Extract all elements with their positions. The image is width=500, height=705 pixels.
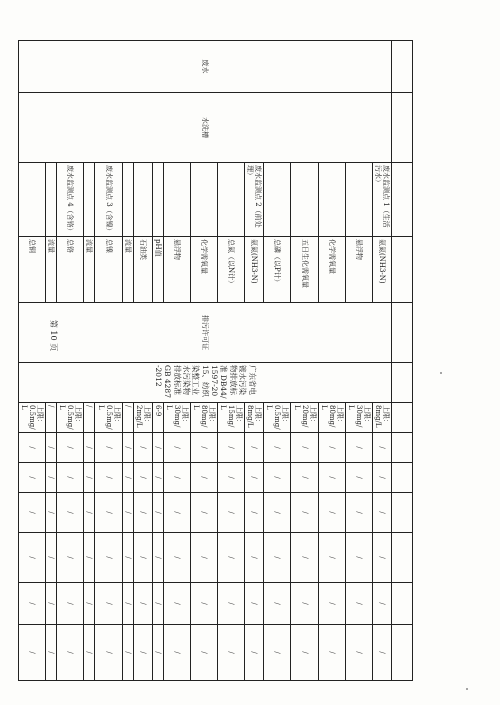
limit-cell: 上限：2mg/L <box>133 403 152 433</box>
slash-cell: / <box>190 463 217 493</box>
slash-cell: / <box>264 625 291 681</box>
table-row <box>372 41 391 681</box>
slash-cell: / <box>264 463 291 493</box>
slash-cell: / <box>318 583 345 625</box>
slash-cell: / <box>291 625 318 681</box>
slash-cell: / <box>57 493 84 533</box>
limit-cell: 上限：8mg/L <box>372 403 391 433</box>
pollutant-cell: 总铜 <box>19 237 46 303</box>
header-cell <box>392 463 413 493</box>
slash-cell: / <box>245 625 264 681</box>
pollutant-cell: 总磷（以P计） <box>264 237 291 303</box>
slash-cell: / <box>133 463 152 493</box>
pollutant-cell: 五日生化需氧量 <box>291 237 318 303</box>
monitoring-point-cell <box>133 163 152 237</box>
slash-cell: / <box>190 533 217 583</box>
slash-cell: / <box>46 533 57 583</box>
limit-cell: 上限：80mg/L <box>318 403 345 433</box>
slash-cell: / <box>84 583 95 625</box>
page-number: 第 10 页 <box>49 319 59 352</box>
slash-cell: / <box>218 433 245 463</box>
slash-cell: / <box>19 625 46 681</box>
pollutant-cell: 悬浮物 <box>345 237 372 303</box>
slash-cell: / <box>19 433 46 463</box>
slash-cell: / <box>46 583 57 625</box>
header-cell <box>392 583 413 625</box>
slash-cell: / <box>95 625 122 681</box>
slash-cell: / <box>190 583 217 625</box>
slash-cell: / <box>318 463 345 493</box>
slash-cell: / <box>218 583 245 625</box>
slash-cell: / <box>345 625 372 681</box>
slash-cell: / <box>264 493 291 533</box>
header-cell <box>392 93 413 163</box>
slash-cell: / <box>152 533 163 583</box>
monitoring-point-cell <box>122 163 133 237</box>
slash-cell: / <box>19 463 46 493</box>
header-cell <box>392 163 413 237</box>
slash-cell: / <box>84 533 95 583</box>
monitoring-point-cell <box>46 163 57 237</box>
slash-cell: / <box>372 493 391 533</box>
slash-cell: / <box>122 493 133 533</box>
slash-cell: / <box>19 493 46 533</box>
slash-cell: / <box>291 533 318 583</box>
slash-cell: / <box>84 463 95 493</box>
slash-cell: / <box>95 583 122 625</box>
slash-cell: / <box>190 433 217 463</box>
slash-cell: / <box>291 583 318 625</box>
pollutant-cell: 总铬 <box>57 237 84 303</box>
header-cell <box>392 403 413 433</box>
limit-cell: 上限：0.5mg/L <box>57 403 84 433</box>
slash-cell: / <box>46 433 57 463</box>
limit-cell: 上限：30mg/L <box>163 403 190 433</box>
slash-cell: / <box>152 493 163 533</box>
slash-cell: / <box>345 533 372 583</box>
slash-cell: / <box>57 583 84 625</box>
monitoring-point-cell: 废水监测点 4（含铬） <box>57 163 84 237</box>
monitoring-point-cell <box>345 163 372 237</box>
monitoring-point-cell: 废水监测点 3（含镍） <box>95 163 122 237</box>
slash-cell: / <box>318 493 345 533</box>
pollutant-cell: 氨氮(NH3-N) <box>372 237 391 303</box>
slash-cell: / <box>133 493 152 533</box>
pollutant-cell: pH值 <box>152 237 163 303</box>
monitoring-point-cell <box>318 163 345 237</box>
limit-cell: 上限：0.5mg/L <box>19 403 46 433</box>
slash-cell: / <box>218 463 245 493</box>
scan-speck <box>440 372 442 374</box>
header-row <box>392 41 413 681</box>
monitoring-point-cell <box>84 163 95 237</box>
limit-cell: 上限：15mg/L <box>218 403 245 433</box>
header-cell <box>392 237 413 303</box>
slash-cell: / <box>345 583 372 625</box>
limit-cell: 上限：8mg/L <box>245 403 264 433</box>
slash-cell: / <box>133 533 152 583</box>
slash-cell: / <box>345 493 372 533</box>
slash-cell: / <box>163 463 190 493</box>
slash-cell: / <box>122 433 133 463</box>
slash-cell: / <box>190 625 217 681</box>
permit-label-cell: 排污许可证 <box>19 303 392 363</box>
slash-cell: / <box>291 433 318 463</box>
slash-cell: / <box>152 433 163 463</box>
slash-cell: / <box>218 533 245 583</box>
slash-cell: / <box>372 583 391 625</box>
limit-cell: / <box>46 403 57 433</box>
slash-cell: / <box>57 463 84 493</box>
pollutant-cell: 化学需氧量 <box>190 237 217 303</box>
slash-cell: / <box>264 583 291 625</box>
slash-cell: / <box>152 583 163 625</box>
scan-speck <box>466 688 468 690</box>
slash-cell: / <box>163 533 190 583</box>
header-cell <box>392 303 413 363</box>
slash-cell: / <box>95 493 122 533</box>
slash-cell: / <box>122 625 133 681</box>
slash-cell: / <box>19 533 46 583</box>
slash-cell: / <box>46 463 57 493</box>
slash-cell: / <box>218 625 245 681</box>
monitoring-point-cell <box>264 163 291 237</box>
slash-cell: / <box>133 433 152 463</box>
slash-cell: / <box>245 433 264 463</box>
slash-cell: / <box>264 533 291 583</box>
slash-cell: / <box>318 625 345 681</box>
limit-cell: 上限：0.5mg/L <box>264 403 291 433</box>
slash-cell: / <box>133 583 152 625</box>
pollutant-cell: 石油类 <box>133 237 152 303</box>
slash-cell: / <box>122 463 133 493</box>
header-cell <box>392 41 413 93</box>
slash-cell: / <box>95 463 122 493</box>
slash-cell: / <box>345 433 372 463</box>
slash-cell: / <box>84 625 95 681</box>
slash-cell: / <box>133 625 152 681</box>
monitoring-point-cell: 废水监测点 1（生活污水） <box>372 163 391 237</box>
slash-cell: / <box>372 463 391 493</box>
header-cell <box>392 625 413 681</box>
limit-cell: 6-9 <box>152 403 163 433</box>
limit-cell: 上限：80mg/L <box>190 403 217 433</box>
emission-limit-table <box>18 40 413 681</box>
pollutant-cell: 化学需氧量 <box>318 237 345 303</box>
slash-cell: / <box>84 493 95 533</box>
slash-cell: / <box>318 433 345 463</box>
monitoring-point-cell <box>163 163 190 237</box>
header-cell <box>392 363 413 403</box>
limit-cell: / <box>122 403 133 433</box>
slash-cell: / <box>190 493 217 533</box>
slash-cell: / <box>46 493 57 533</box>
slash-cell: / <box>57 625 84 681</box>
limit-cell: 上限：0.5mg/L <box>95 403 122 433</box>
pollutant-cell: 氨氮(NH3-N) <box>245 237 264 303</box>
monitoring-point-cell <box>190 163 217 237</box>
pollutant-cell: 流量 <box>46 237 57 303</box>
standard-cell: 广东省电镀水污染物排放标准 DB44/1597-2015、纺织染整工业水污染物排放标准 GB 4287-2012 <box>19 363 392 403</box>
slash-cell: / <box>19 583 46 625</box>
slash-cell: / <box>163 625 190 681</box>
slash-cell: / <box>122 533 133 583</box>
slash-cell: / <box>264 433 291 463</box>
outlet-cell: 水洗槽 <box>19 93 392 163</box>
slash-cell: / <box>163 583 190 625</box>
header-cell <box>392 433 413 463</box>
slash-cell: / <box>291 493 318 533</box>
slash-cell: / <box>84 433 95 463</box>
slash-cell: / <box>372 625 391 681</box>
slash-cell: / <box>291 463 318 493</box>
slash-cell: / <box>152 463 163 493</box>
slash-cell: / <box>218 493 245 533</box>
pollutant-cell: 悬浮物 <box>163 237 190 303</box>
slash-cell: / <box>152 625 163 681</box>
header-cell <box>392 493 413 533</box>
slash-cell: / <box>372 533 391 583</box>
slash-cell: / <box>163 433 190 463</box>
monitoring-point-cell <box>291 163 318 237</box>
pollutant-cell: 流量 <box>122 237 133 303</box>
pollutant-cell: 总氮（以N计） <box>218 237 245 303</box>
limit-cell: / <box>84 403 95 433</box>
limit-cell: 上限：30mg/L <box>345 403 372 433</box>
slash-cell: / <box>163 493 190 533</box>
monitoring-point-cell <box>19 163 46 237</box>
header-cell <box>392 533 413 583</box>
slash-cell: / <box>245 463 264 493</box>
slash-cell: / <box>245 583 264 625</box>
slash-cell: / <box>57 433 84 463</box>
slash-cell: / <box>372 433 391 463</box>
monitoring-point-cell <box>218 163 245 237</box>
pollutant-cell: 总镍 <box>95 237 122 303</box>
slash-cell: / <box>245 493 264 533</box>
monitoring-point-cell: 废水监测点 2（前处理） <box>245 163 264 237</box>
monitoring-point-cell <box>152 163 163 237</box>
slash-cell: / <box>318 533 345 583</box>
slash-cell: / <box>122 583 133 625</box>
slash-cell: / <box>245 533 264 583</box>
slash-cell: / <box>46 625 57 681</box>
pollutant-cell: 流量 <box>84 237 95 303</box>
limit-cell: 上限：20mg/L <box>291 403 318 433</box>
slash-cell: / <box>345 463 372 493</box>
category-cell: 废水 <box>19 41 392 93</box>
slash-cell: / <box>95 533 122 583</box>
slash-cell: / <box>57 533 84 583</box>
slash-cell: / <box>95 433 122 463</box>
